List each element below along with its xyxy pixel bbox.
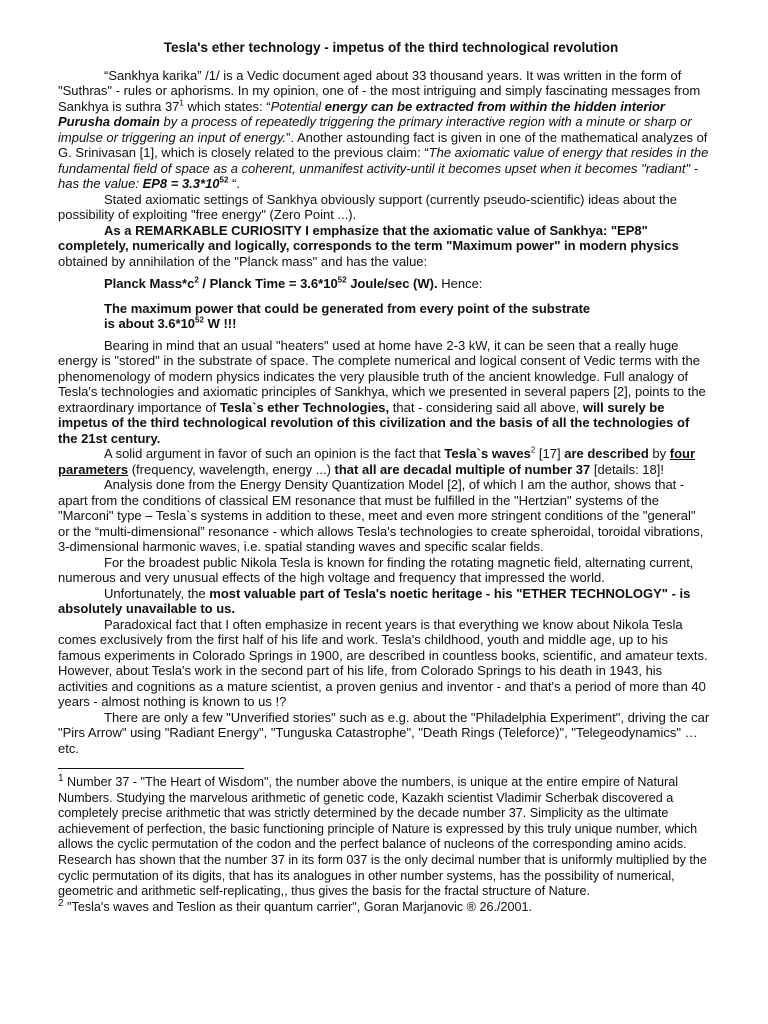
text-span: ”. Another astounding fact is given in one of the mathematical analyzes of G. Srinivasan [1], which is closely related to the previous claim: “: [58, 129, 708, 160]
exponent: 52: [195, 315, 204, 325]
ep8-value: EP8 = 3.3*10: [142, 176, 220, 191]
text-span: [details: 18]!: [590, 461, 664, 477]
text-span: A solid argument in favor of such an opinion is the fact that: [104, 446, 445, 461]
paragraph-curiosity: [58, 223, 710, 270]
paragraph-public: For the broadest public Nikola Tesla is known for finding the rotating magnetic field, alternating current, numerous and very unusual effects of the high voltage and frequency that impressed the world.: [58, 554, 694, 585]
paragraph-free-energy: Stated axiomatic settings of Sankhya obviously support (currently pseudo-scientific) ideas about the possibility of exploiting "free energy" (Zero Point ...).: [58, 191, 678, 222]
text-span: (frequency, wavelength, energy ...): [128, 461, 335, 477]
bold-text: most valuable part of Tesla's noetic heritage - his "ETHER TECHNOLOGY" - is absolutely unavailable to us.: [58, 585, 691, 616]
planck-formula: [58, 276, 710, 292]
exponent: 2: [194, 275, 199, 285]
italic-text: Potential: [270, 98, 325, 114]
paragraph-unfortunately: [58, 586, 710, 617]
text-span: by: [648, 446, 670, 461]
paragraph-sankhya-intro: [58, 68, 710, 192]
text-span: Hence:: [437, 276, 483, 291]
footnote-ref-2[interactable]: 2: [530, 445, 536, 455]
text-span: obtained by annihilation of the "Planck mass" and has the value:: [58, 253, 428, 269]
formula-part: / Planck Time = 3.6*10: [198, 276, 338, 291]
exponent: 52: [337, 275, 347, 285]
document-page: [58, 40, 710, 915]
footnote-number: 1: [58, 772, 64, 784]
text-span: Bearing in mind that an usual "heaters" used at home have 2-3 kW, it can be seen that a really huge energy is "stored" in the substrate of space. The complete numerical and logical consent of Vedic terms with the phenomenology of modern physics indicates the very plausible truth of the ancient knowledge. Full analogy of Tesla's technologies and axiomatic principles of Sankhya, which we presented in several papers [2], points to the extraordinary importance of: [58, 337, 706, 415]
bold-text: As a REMARKABLE CURIOSITY I emphasize that the axiomatic value of Sankhya: "EP8" completely, numerically and logically, corresponds to the term "Maximum power" in modern physics: [58, 222, 679, 253]
footnote-ref-1[interactable]: 1: [179, 98, 184, 108]
paragraph-analysis: Analysis done from the Energy Density Quantization Model [2], of which I am the author, shows that - apart from the conditions of classical EM resonance that must be fulfilled in the "Hertzian" systems of the "Marconi" type – Tesla`s systems in addition to these, meet and even more stringent conditions of the "general" or the “multi-dimensional” resonance - which allows Tesla's technologies to create spheroidal, toroidal vibrations, 3-dimensional harmonic waves, i.e. spatial standing waves and specific scalar fields.: [58, 477, 704, 554]
paragraph-tesla-waves: [58, 446, 710, 477]
italic-text: by a process of repeatedly triggering the primary interactive region with a minute or sharp or impulse or triggering an input of energy.: [58, 114, 692, 145]
exponent: 52: [219, 175, 229, 185]
bold-text: are described: [564, 446, 649, 461]
bold-italic-text: energy can be extracted from within the hidden interior Purusha domain: [58, 98, 665, 129]
text-span: “Sankhya karika” /1/ is a Vedic document aged about 33 thousand years. It was written in the form of "Suthras" - rules or aphorisms. In my opinion, one of - the most intriguing and simply fascinating messages from Sankhya is suthra 37: [58, 67, 701, 114]
footnote-2: [58, 897, 710, 916]
bold-text: will surely be impetus of the third technological revolution of this civilization and the basis of all the technologies of the 21st century.: [58, 399, 690, 446]
paragraph-huge-energy: [58, 338, 710, 447]
formula-part: Planck Mass*c: [104, 276, 195, 291]
document-title: Tesla's ether technology - impetus of the third technological revolution: [163, 40, 619, 55]
footnote-divider: [58, 768, 244, 769]
footnote-number: 2: [58, 897, 64, 909]
text-span: that - considering said all above,: [389, 399, 583, 415]
bold-text: Tesla`s ether Technologies,: [219, 399, 390, 415]
max-power-statement: [58, 301, 710, 332]
footnote-1: [58, 772, 710, 900]
max-power-line1: The maximum power that could be generated from every point of the substrate: [104, 300, 591, 316]
formula-part: Joule/sec (W).: [346, 276, 438, 291]
paragraph-paradox: Paradoxical fact that I often emphasize in recent years is that everything we know about Nikola Tesla comes exclusively from the first half of his life and work. Tesla's childhood, youth and middle age, up to his famous experiments in Colorado Springs in 1900, are described in countless books, scientific, and amateur texts. However, about Tesla's work in the second part of his life, from Colorado Springs to his death in 1943, his activities and cognitions as a mature scientist, a proven genius and inventor - and that's a period of more than 40 years - almost nothing is known to us !?: [58, 616, 708, 709]
text-span: “.: [228, 176, 241, 191]
bold-text: Tesla`s waves: [444, 446, 531, 461]
text-span: [17]: [535, 446, 565, 461]
max-power-line2-end: W !!!: [203, 316, 237, 331]
max-power-line2: is about 3.6*10: [104, 316, 196, 331]
underlined-bold-text: four parameters: [58, 446, 696, 477]
footnote-text: "Tesla's waves and Teslion as their quantum carrier", Goran Marjanovic ® 26./2001.: [63, 899, 532, 914]
footnote-text: Number 37 - "The Heart of Wisdom", the number above the numbers, is unique at the entire empire of Natural Numbers. Studying the marvelous arithmetic of genetic code, Kazakh scientist Vladimir Scherbak discovered a completely precise arithmetic that was strictly determined by the decade number 37. Simplicity as the ultimate achievement of perfection, the basic functioning principle of Nature is expressed by this truly unique number, which allows the cyclic permutation of the codon and the perfect balance of nucleons of the corresponding amino acids. Research has shown that the number 37 in its form 037 is the only decimal number that is uniformly multiplied by the cyclic permutation of its digits, that has its analogues in other number systems, has the possibility of numerical, geometric and arithmetic self-replicating,, thus gives the basis for the fractal structure of Nature.: [58, 775, 707, 899]
italic-quote: The axiomatic value of energy that resides in the fundamental field of space as a coherent, unmanifest activity-until it becomes upset when it becomes "radiant" - has the value:: [58, 145, 709, 191]
text-span: which states: “: [183, 98, 271, 114]
text-span: Unfortunately, the: [104, 585, 210, 601]
paragraph-unverified: There are only a few "Unverified stories" such as e.g. about the "Philadelphia Experiment", driving the car "Pirs Arrow" using "Radiant Energy", "Tunguska Catastrophe", "Death Rings (Teleforce)", "Telegeodynamics" … etc.: [58, 709, 710, 756]
bold-text: that all are decadal multiple of number 37: [334, 461, 591, 477]
